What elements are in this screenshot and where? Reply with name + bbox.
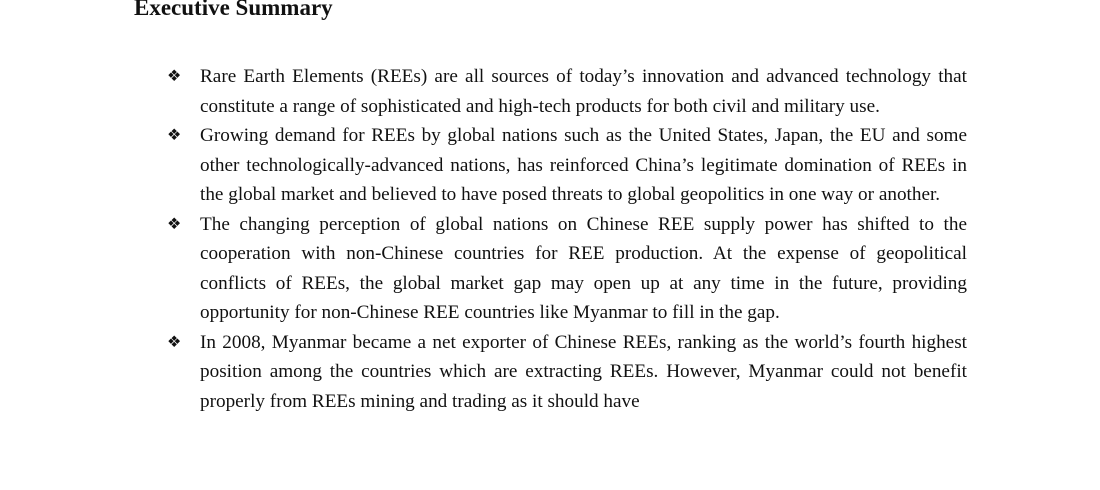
bullet-item — [167, 328, 967, 417]
bullet-text: The changing perception of global nations on Chinese REE supply power has shifted to the cooperation with non-Chinese countries for REE production. At the expense of geopolitical conflicts of REEs, the global market gap may open up at any time in the future, providing opportunity for non-Chinese REE countries like Myanmar to fill in the gap. — [200, 213, 967, 323]
diamond-bullet-icon: ❖ — [167, 127, 182, 144]
diamond-bullet-icon: ❖ — [167, 215, 182, 233]
bullet-item — [167, 121, 967, 210]
diamond-bullet-icon: ❖ — [167, 333, 182, 351]
section-heading: Executive Summary — [134, 0, 333, 20]
bullet-text: Rare Earth Elements (REEs) are all sources of today’s innovation and advanced technology that constitute a range of sophisticated and high-tech products for both civil and military use. — [200, 66, 967, 117]
bullet-item — [167, 62, 967, 121]
bullet-item — [167, 210, 967, 328]
bullet-text: Growing demand for REEs by global nations such as the United States, Japan, the EU and some other technologically-advanced nations, has reinforced China’s legitimate domination of REEs in the global market and believed to have posed threats to global geopolitics in one way or another. — [200, 125, 967, 205]
bullet-list — [167, 62, 967, 416]
bullet-text: In 2008, Myanmar became a net exporter of Chinese REEs, ranking as the world’s fourth highest position among the countries which are extracting REEs. However, Myanmar could not benefit properly from REEs mining and trading as it should have — [200, 331, 967, 412]
diamond-bullet-icon: ❖ — [167, 68, 182, 85]
